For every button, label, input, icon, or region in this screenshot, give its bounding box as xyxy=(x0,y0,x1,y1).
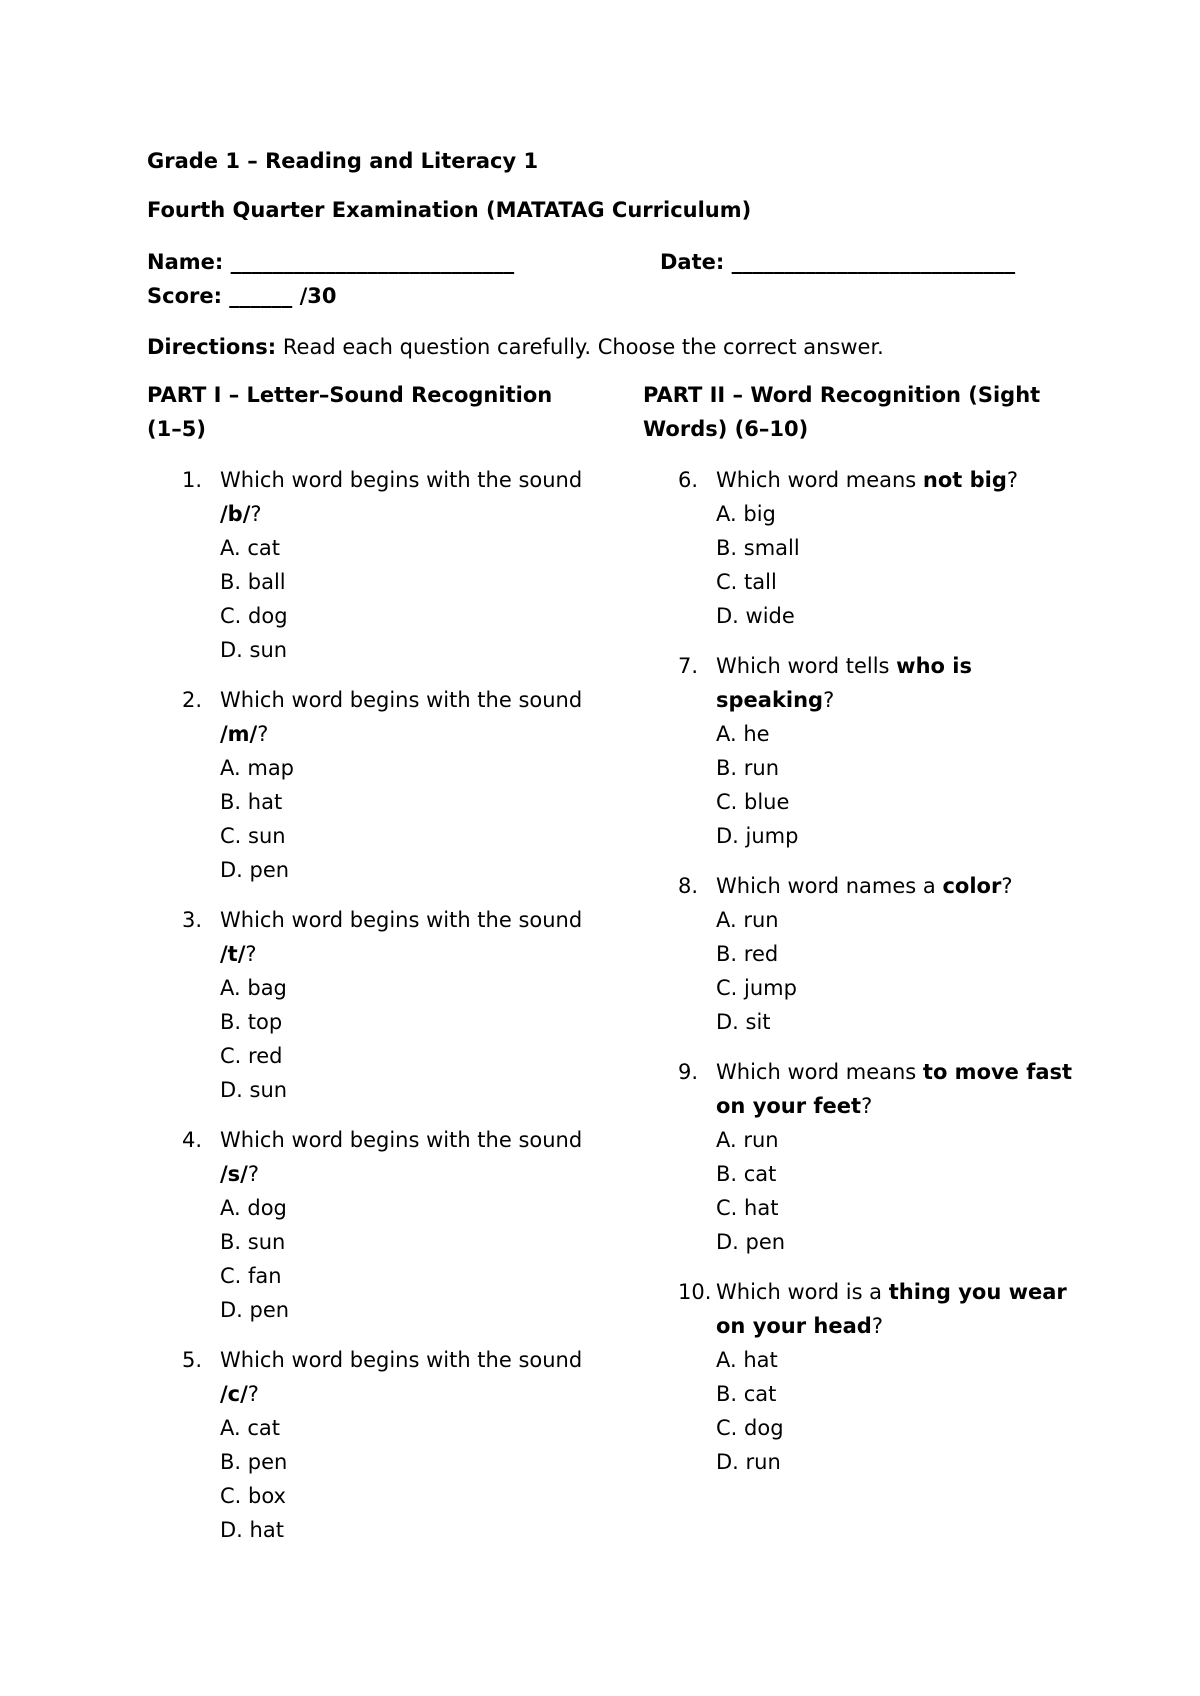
option-text: hat xyxy=(249,1518,284,1542)
question-keyword: color xyxy=(942,874,1002,898)
answer-option xyxy=(716,1343,1083,1377)
answer-option xyxy=(716,819,1083,853)
question-text-pre: Which word begins with the sound xyxy=(220,1348,583,1372)
answer-option xyxy=(220,1479,587,1513)
question-item xyxy=(643,649,1083,853)
answer-option xyxy=(716,1005,1083,1039)
option-text: sun xyxy=(248,824,286,848)
option-text: dog xyxy=(744,1416,784,1440)
question-item xyxy=(147,903,587,1107)
answer-option xyxy=(220,1411,587,1445)
part1-column xyxy=(147,378,587,1563)
option-text: cat xyxy=(247,1416,281,1440)
question-text xyxy=(220,903,587,971)
option-letter: D. xyxy=(716,604,746,628)
question-text xyxy=(220,1343,587,1411)
question-keyword: thing you wear on your head xyxy=(716,1280,1067,1338)
name-field: Name: ___________________________ xyxy=(147,250,515,274)
option-text: jump xyxy=(744,976,797,1000)
answer-option xyxy=(220,1039,587,1073)
option-letter: B. xyxy=(716,1382,744,1406)
option-text: red xyxy=(743,942,779,966)
question-keyword: /s/ xyxy=(220,1162,248,1186)
question-text xyxy=(716,1275,1083,1343)
question-number: 4. xyxy=(182,1128,203,1152)
option-letter: C. xyxy=(716,1416,745,1440)
question-text-post: ? xyxy=(871,1314,883,1338)
question-text xyxy=(716,649,1083,717)
question-number: 8. xyxy=(678,874,699,898)
question-text-post: ? xyxy=(823,688,835,712)
option-letter: A. xyxy=(716,722,744,746)
part2-column xyxy=(643,378,1083,1495)
option-letter: C. xyxy=(220,824,249,848)
question-text-post: ? xyxy=(247,1382,259,1406)
question-text xyxy=(220,1123,587,1191)
option-letter: B. xyxy=(716,536,744,560)
answer-option xyxy=(220,633,587,667)
option-letter: D. xyxy=(220,858,250,882)
question-text-pre: Which word begins with the sound xyxy=(220,1128,583,1152)
option-letter: B. xyxy=(220,1010,248,1034)
question-number: 1. xyxy=(182,468,203,492)
answer-option xyxy=(716,785,1083,819)
question-item xyxy=(147,683,587,887)
option-letter: B. xyxy=(220,570,248,594)
answer-option xyxy=(716,1191,1083,1225)
question-keyword: /m/ xyxy=(220,722,258,746)
question-text-pre: Which word begins with the sound xyxy=(220,468,583,492)
answer-option xyxy=(716,1445,1083,1479)
question-number: 3. xyxy=(182,908,203,932)
option-text: dog xyxy=(247,1196,287,1220)
answer-option xyxy=(716,531,1083,565)
option-letter: C. xyxy=(220,1484,249,1508)
question-item xyxy=(643,1055,1083,1259)
question-number: 9. xyxy=(678,1060,699,1084)
option-text: small xyxy=(743,536,800,560)
answer-option xyxy=(220,785,587,819)
answer-option xyxy=(716,497,1083,531)
answer-option xyxy=(220,853,587,887)
directions-text: Read each question carefully. Choose the correct answer. xyxy=(276,335,884,359)
option-text: box xyxy=(248,1484,286,1508)
part1-title: PART I – Letter–Sound Recognition (1–5) xyxy=(147,383,553,441)
question-text-pre: Which word names a xyxy=(716,874,943,898)
option-text: run xyxy=(743,908,779,932)
question-text-pre: Which word means xyxy=(716,468,923,492)
question-number: 5. xyxy=(182,1348,203,1372)
part2-question-list xyxy=(643,463,1083,1479)
question-item xyxy=(147,463,587,667)
answer-option xyxy=(716,937,1083,971)
question-text-post: ? xyxy=(250,502,262,526)
option-text: wide xyxy=(745,604,795,628)
option-letter: B. xyxy=(220,790,248,814)
option-letter: A. xyxy=(716,502,744,526)
question-keyword: /b/ xyxy=(220,502,251,526)
question-text-post: ? xyxy=(861,1094,873,1118)
answer-option xyxy=(716,717,1083,751)
question-text xyxy=(716,463,1083,497)
option-text: hat xyxy=(247,790,283,814)
question-text-pre: Which word begins with the sound xyxy=(220,688,583,712)
question-text-pre: Which word tells xyxy=(716,654,897,678)
answer-option xyxy=(220,1293,587,1327)
answer-option xyxy=(716,1411,1083,1445)
option-letter: A. xyxy=(220,976,248,1000)
option-letter: B. xyxy=(716,1162,744,1186)
option-text: sun xyxy=(249,1078,288,1102)
date-field: Date: ___________________________ xyxy=(660,250,1016,274)
part2-title: PART II – Word Recognition (Sight Words) (6–10) xyxy=(643,383,1041,441)
question-text-post: ? xyxy=(257,722,269,746)
option-text: blue xyxy=(744,790,790,814)
answer-option xyxy=(716,1225,1083,1259)
option-letter: C. xyxy=(716,570,745,594)
part1-question-list xyxy=(147,463,587,1547)
option-letter: B. xyxy=(716,756,744,780)
answer-option xyxy=(716,751,1083,785)
option-letter: D. xyxy=(716,1450,746,1474)
option-text: red xyxy=(248,1044,283,1068)
option-letter: B. xyxy=(220,1450,248,1474)
question-text-post: ? xyxy=(1001,874,1013,898)
answer-option xyxy=(220,1513,587,1547)
option-text: tall xyxy=(744,570,777,594)
answer-option xyxy=(220,1445,587,1479)
answer-option xyxy=(220,599,587,633)
option-text: pen xyxy=(249,1298,290,1322)
answer-option xyxy=(716,565,1083,599)
question-text xyxy=(716,869,1083,903)
option-text: run xyxy=(743,756,780,780)
answer-option xyxy=(220,751,587,785)
option-letter: A. xyxy=(716,1128,744,1152)
question-number: 6. xyxy=(678,468,699,492)
answer-option xyxy=(220,1191,587,1225)
option-letter: C. xyxy=(220,1264,249,1288)
answer-option xyxy=(220,1259,587,1293)
answer-option xyxy=(716,1157,1083,1191)
question-keyword: /t/ xyxy=(220,942,246,966)
answer-option xyxy=(220,565,587,599)
option-letter: D. xyxy=(716,824,746,848)
question-item xyxy=(643,1275,1083,1479)
option-text: jump xyxy=(745,824,799,848)
option-letter: A. xyxy=(716,1348,744,1372)
question-text-pre: Which word is a xyxy=(716,1280,889,1304)
question-text-pre: Which word begins with the sound xyxy=(220,908,583,932)
option-letter: D. xyxy=(220,1298,250,1322)
answer-option xyxy=(716,903,1083,937)
question-number: 10. xyxy=(678,1280,712,1304)
score-field: Score: ______ /30 xyxy=(147,284,337,308)
question-text-pre: Which word means xyxy=(716,1060,923,1084)
option-letter: C. xyxy=(716,1196,745,1220)
option-text: sun xyxy=(249,638,288,662)
question-text xyxy=(220,463,587,531)
option-text: fan xyxy=(248,1264,282,1288)
option-letter: C. xyxy=(716,790,745,814)
question-item xyxy=(643,463,1083,633)
option-text: run xyxy=(745,1450,781,1474)
option-text: sit xyxy=(745,1010,771,1034)
answer-option xyxy=(716,1123,1083,1157)
option-text: top xyxy=(247,1010,283,1034)
option-letter: D. xyxy=(220,1518,250,1542)
option-text: ball xyxy=(247,570,286,594)
option-letter: D. xyxy=(716,1010,746,1034)
question-keyword: who is speaking xyxy=(716,654,972,712)
answer-option xyxy=(220,1225,587,1259)
option-letter: A. xyxy=(220,756,248,780)
question-text xyxy=(220,683,587,751)
option-letter: A. xyxy=(220,1196,248,1220)
answer-option xyxy=(716,599,1083,633)
question-item xyxy=(147,1123,587,1327)
option-text: sun xyxy=(247,1230,286,1254)
option-text: hat xyxy=(743,1348,778,1372)
question-keyword: /c/ xyxy=(220,1382,248,1406)
option-text: cat xyxy=(743,1162,777,1186)
answer-option xyxy=(220,819,587,853)
option-letter: B. xyxy=(716,942,744,966)
option-text: pen xyxy=(745,1230,786,1254)
option-text: cat xyxy=(247,536,281,560)
option-text: pen xyxy=(247,1450,288,1474)
option-text: hat xyxy=(744,1196,779,1220)
option-text: big xyxy=(743,502,776,526)
directions xyxy=(147,330,884,364)
answer-option xyxy=(220,531,587,565)
question-text xyxy=(716,1055,1083,1123)
answer-option xyxy=(716,971,1083,1005)
option-letter: A. xyxy=(716,908,744,932)
question-keyword: to move fast on your feet xyxy=(716,1060,1073,1118)
question-number: 2. xyxy=(182,688,203,712)
answer-option xyxy=(220,1073,587,1107)
directions-label: Directions: xyxy=(147,335,277,359)
option-text: dog xyxy=(248,604,288,628)
question-text-post: ? xyxy=(247,1162,259,1186)
option-letter: D. xyxy=(220,638,250,662)
question-item xyxy=(147,1343,587,1547)
question-item xyxy=(643,869,1083,1039)
option-text: he xyxy=(743,722,770,746)
option-letter: C. xyxy=(220,1044,249,1068)
exam-title: Grade 1 – Reading and Literacy 1 xyxy=(147,149,539,173)
exam-subtitle: Fourth Quarter Examination (MATATAG Curriculum) xyxy=(147,198,752,222)
option-text: bag xyxy=(247,976,287,1000)
option-text: map xyxy=(247,756,295,780)
option-text: run xyxy=(743,1128,779,1152)
answer-option xyxy=(716,1377,1083,1411)
question-number: 7. xyxy=(678,654,699,678)
option-text: pen xyxy=(249,858,290,882)
answer-option xyxy=(220,1005,587,1039)
option-letter: A. xyxy=(220,1416,248,1440)
option-letter: C. xyxy=(716,976,745,1000)
question-text-post: ? xyxy=(245,942,257,966)
option-letter: A. xyxy=(220,536,248,560)
answer-option xyxy=(220,971,587,1005)
option-letter: D. xyxy=(220,1078,250,1102)
question-keyword: not big xyxy=(922,468,1007,492)
option-text: cat xyxy=(743,1382,777,1406)
option-letter: D. xyxy=(716,1230,746,1254)
question-text-post: ? xyxy=(1006,468,1019,492)
option-letter: C. xyxy=(220,604,249,628)
option-letter: B. xyxy=(220,1230,248,1254)
